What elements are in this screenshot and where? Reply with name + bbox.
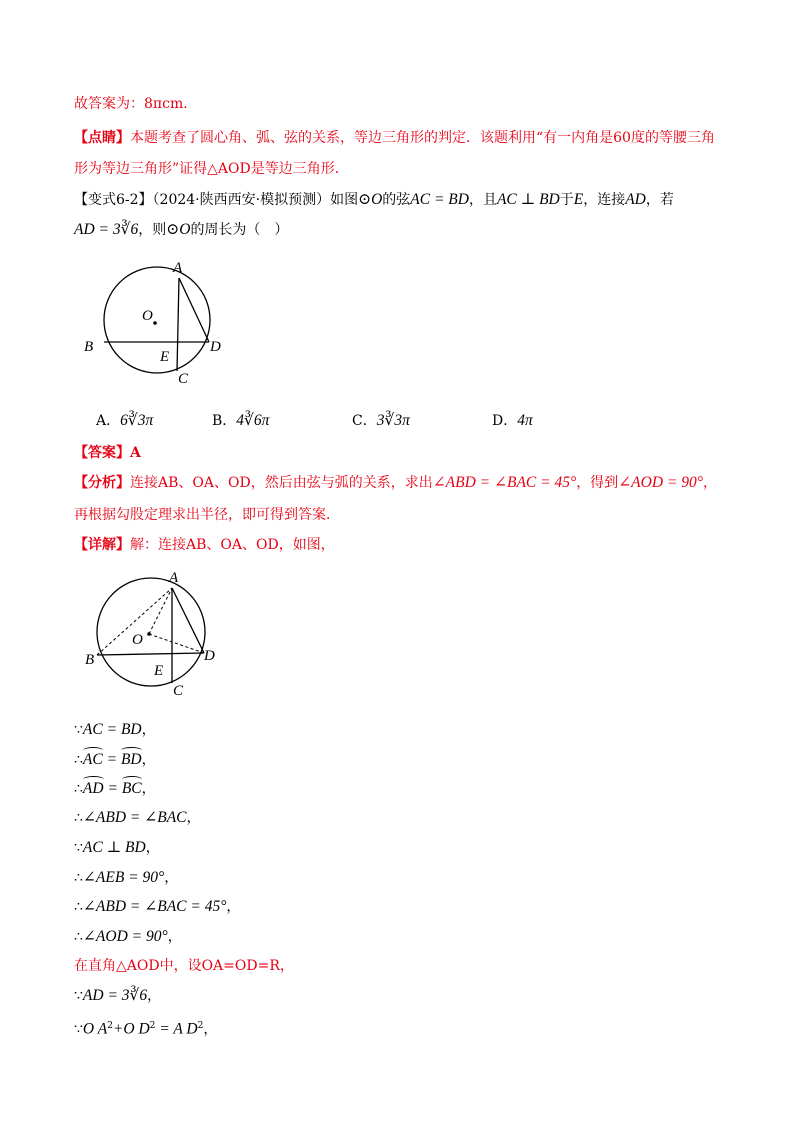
- segment-ad: [179, 278, 209, 342]
- detail-line: [74, 535, 335, 555]
- chord-ac: [177, 278, 179, 371]
- step-4: [74, 808, 201, 828]
- step-end: ，: [141, 781, 156, 797]
- detail-tag: 【详解】: [74, 537, 130, 553]
- step-1: [74, 720, 156, 740]
- option-d: [492, 411, 533, 431]
- condition-equal-chords: AC = BD: [410, 191, 469, 208]
- detail-text: 解：连接AB、OA、OD，如图，: [130, 537, 335, 553]
- option-value: 6∛3π: [120, 412, 154, 429]
- option-value: 4∛6π: [236, 412, 270, 429]
- analysis-line-2: 再根据勾股定理求出半径，即可得到答案．: [74, 507, 340, 523]
- step-symbol: ∴: [74, 810, 83, 826]
- step-symbol: ∴: [74, 929, 83, 945]
- step-expr: ∠ABD = ∠BAC = 45°: [82, 898, 227, 915]
- figure-circle-solution: [80, 565, 240, 700]
- label-c: C: [178, 371, 189, 387]
- arc-ac: AC: [82, 751, 103, 768]
- circle-outline: [104, 267, 210, 373]
- analysis-math: ∠AOD = 90°: [618, 474, 703, 491]
- option-letter: B．: [212, 413, 237, 429]
- step-expr: AD = 3∛6: [82, 987, 148, 1004]
- answer-tag: 【答案】: [74, 445, 130, 461]
- problem-text: ，且: [468, 192, 497, 208]
- problem-text: 的弦: [382, 192, 411, 208]
- step-symbol: ∴: [74, 752, 83, 768]
- step-6: [74, 868, 178, 888]
- step-symbol: ∵: [74, 840, 83, 856]
- circle-symbol: ⊙O: [166, 221, 191, 238]
- option-letter: A．: [96, 413, 121, 429]
- problem-line-1: [74, 190, 674, 210]
- step-symbol: ∴: [74, 899, 83, 915]
- problem-text: ，若: [645, 192, 674, 208]
- step-expr: ∠ABD = ∠BAC: [82, 809, 187, 826]
- step-symbol: ∵: [74, 1021, 83, 1038]
- exponent: 2: [197, 1021, 204, 1031]
- option-value: 4π: [517, 412, 533, 429]
- problem-line-2: [74, 220, 288, 240]
- label-d: D: [204, 648, 215, 664]
- figure-circle-problem: [80, 255, 240, 390]
- dianjing-text-1: 本题考查了圆心角、弧、弦的关系，等边三角形的判定．该题利用“有一内角是60度的等腰三角: [130, 130, 715, 146]
- term-ad: = A D: [155, 1020, 198, 1038]
- point-e: E: [573, 191, 584, 208]
- analysis-text: ，: [702, 475, 717, 491]
- step-end: ，: [147, 988, 162, 1004]
- problem-tag: 【变式6-2】: [74, 192, 153, 208]
- step-3: [74, 779, 156, 799]
- problem-text: ，则: [138, 222, 167, 238]
- problem-text: 的周长为（ ）: [190, 222, 289, 238]
- dianjing-line-1: [74, 128, 715, 148]
- step-end: ，: [141, 722, 156, 738]
- center-point: [147, 632, 151, 636]
- step-symbol: ∴: [74, 781, 83, 797]
- analysis-tag: 【分析】: [74, 475, 130, 491]
- circle-outline: [97, 578, 205, 686]
- step-symbol: ∴: [74, 870, 83, 886]
- problem-text: ，连接: [583, 192, 626, 208]
- term-od: +O D: [112, 1020, 150, 1038]
- step-pythagoras: [74, 1016, 217, 1040]
- arc-bd: BD: [120, 751, 142, 768]
- label-o: O: [142, 308, 153, 324]
- condition-ad-length: AD = 3∛6: [74, 221, 139, 238]
- label-b: B: [84, 339, 94, 355]
- step-7: [74, 897, 240, 917]
- exponent: 2: [149, 1021, 156, 1031]
- step-8: [74, 927, 182, 947]
- answer-value: A: [130, 445, 141, 461]
- step-symbol: ∵: [74, 988, 83, 1004]
- label-a: A: [169, 570, 179, 586]
- arc-ad: AD: [82, 780, 104, 797]
- right-triangle-line: 在直角△AOD中，设OA=OD=R，: [74, 958, 294, 974]
- condition-perpendicular: AC ⊥ BD: [496, 191, 560, 208]
- step-end: ，: [164, 870, 179, 886]
- term-oa: O A: [82, 1020, 108, 1038]
- previous-answer: 故答案为：8πcm．: [74, 96, 198, 112]
- step-expr: AC = BD: [82, 721, 142, 738]
- problem-text: 于: [559, 192, 574, 208]
- option-letter: C．: [352, 413, 377, 429]
- step-expr: ∠AEB = 90°: [82, 869, 165, 886]
- segment-oa-dashed: [149, 588, 172, 634]
- label-e: E: [160, 349, 170, 365]
- step-end: ，: [167, 929, 182, 945]
- step-end: ，: [141, 752, 156, 768]
- step-symbol: ∵: [74, 722, 83, 738]
- circle-symbol: ⊙O: [358, 191, 383, 208]
- step-end: ，: [226, 899, 241, 915]
- option-letter: D．: [492, 413, 518, 429]
- dianjing-tag: 【点睛】: [74, 130, 130, 146]
- step-2: [74, 750, 156, 770]
- label-e: E: [154, 663, 164, 679]
- analysis-text: 连接AB、OA、OD，然后由弦与弧的关系，求出: [130, 475, 433, 491]
- analysis-text: ，得到: [576, 475, 619, 491]
- step-expr: ∠AOD = 90°: [82, 928, 168, 945]
- step-end: ，: [203, 1021, 218, 1038]
- analysis-math: ∠ABD = ∠BAC = 45°: [432, 474, 577, 491]
- label-o: O: [132, 632, 143, 648]
- step-eq: =: [102, 751, 121, 768]
- segment-ad: AD: [625, 191, 646, 208]
- label-a: A: [173, 260, 183, 276]
- problem-text: 如图: [330, 192, 359, 208]
- exponent: 2: [107, 1021, 113, 1031]
- arc-bc: BC: [121, 780, 142, 797]
- problem-source: （2024·陕西西安·模拟预测）: [152, 192, 331, 208]
- label-d: D: [210, 339, 221, 355]
- center-point: [153, 321, 157, 325]
- step-ad-length: [74, 986, 161, 1006]
- step-eq: =: [103, 780, 122, 797]
- option-b: [212, 411, 269, 431]
- step-end: ，: [145, 840, 160, 856]
- option-value: 3∛3π: [376, 412, 410, 429]
- option-c: [352, 411, 410, 431]
- step-end: ，: [186, 810, 201, 826]
- chord-bd: [97, 653, 204, 655]
- label-c: C: [173, 683, 184, 699]
- step-5: [74, 838, 160, 858]
- answer-line: [74, 443, 141, 463]
- dianjing-line-2: 形为等边三角形”证得△AOD是等边三角形．: [74, 161, 349, 177]
- step-expr: AC ⊥ BD: [82, 839, 146, 856]
- analysis-line-1: [74, 473, 717, 493]
- option-a: [96, 411, 153, 431]
- label-b: B: [85, 652, 95, 668]
